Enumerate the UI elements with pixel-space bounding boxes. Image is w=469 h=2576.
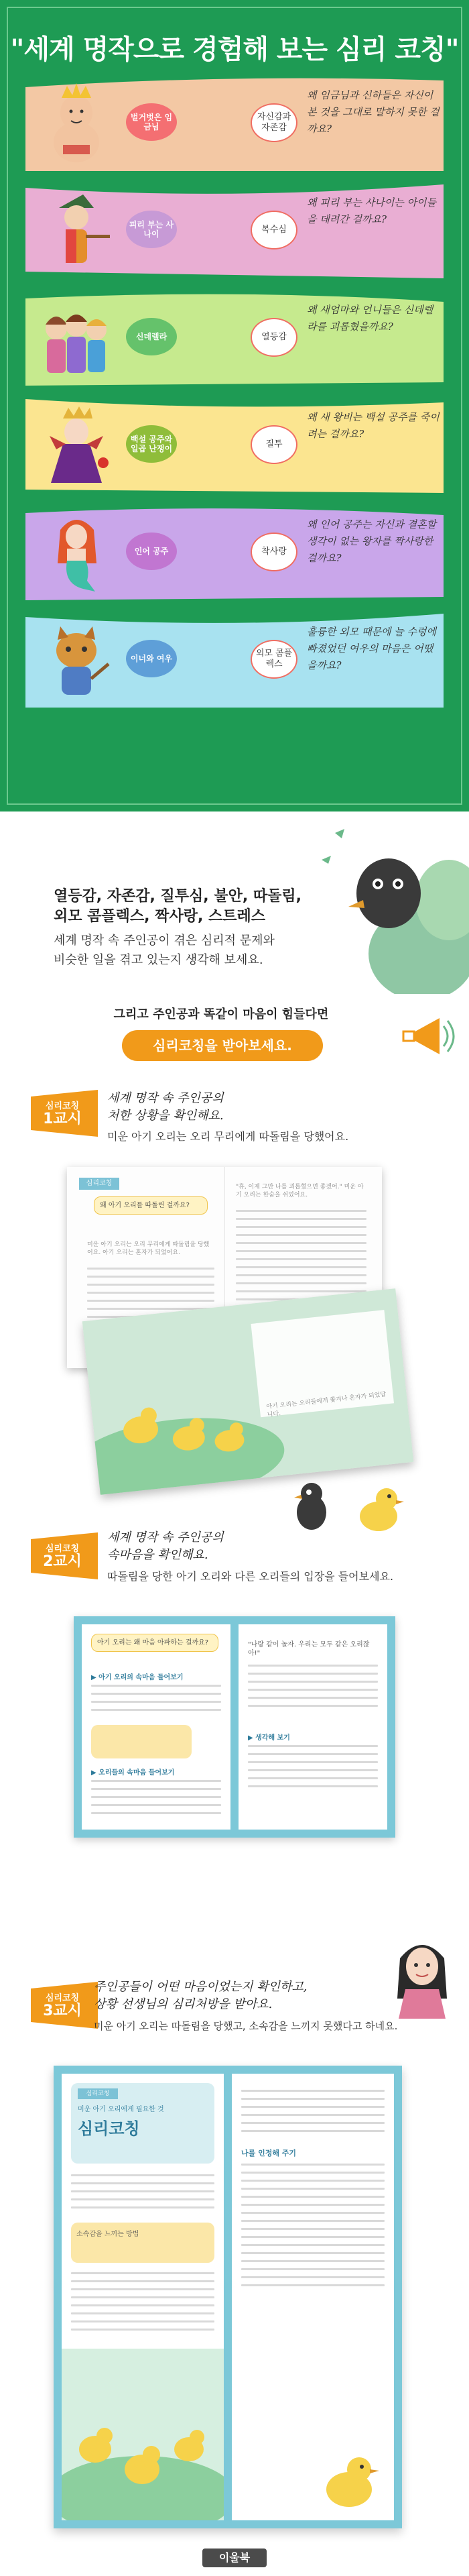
duckling-corner-illustration xyxy=(312,2449,386,2510)
page-banner-title: "세계 명작으로 경험해 보는 심리 코칭" xyxy=(10,34,459,65)
story-tag: 피리 부는 사나이 xyxy=(126,211,177,248)
pond-ducklings-illustration xyxy=(62,2349,224,2520)
story-tag: 이너와 여우 xyxy=(126,640,177,677)
spread-left-page xyxy=(82,1624,230,1830)
coaching-callout xyxy=(47,1003,395,1065)
intro-paragraph: 세계 명작 속 주인공이 겪은 심리적 문제와 비슷한 일을 겪고 있는지 생각해 보세요. xyxy=(54,934,275,967)
spread-lines xyxy=(248,1665,378,1713)
step-2-badge: 심리코칭 2교시 xyxy=(43,1544,82,1570)
story-tag: 인어 공주 xyxy=(126,533,177,570)
step-2-description: 따돌림을 당한 아기 오리와 다른 오리들의 입장을 들어보세요. xyxy=(107,1570,394,1583)
spread-subheading: ▶ 아기 오리의 속마음 들어보기 xyxy=(91,1674,184,1681)
spread-right-paragraph: "휴, 이제 그만 나를 괴롭혔으면 좋겠어." 미운 아기 오리는 한숨을 쉬었어요. xyxy=(236,1184,364,1198)
spread-question-bubble: 아기 오리는 왜 마음 아파하는 걸까요? xyxy=(91,1634,218,1652)
coaching-question: 왜 임금님과 신하들은 자신이 본 것을 그대로 말하지 못한 걸까요? xyxy=(307,89,440,135)
spread-lines xyxy=(71,2174,214,2215)
spread-lines xyxy=(91,1780,221,1820)
step-1-badge: 심리코칭 1교시 xyxy=(43,1101,82,1127)
coaching-question: 왜 새엄마와 언니들은 신데렐라를 괴롭혔을까요? xyxy=(307,304,433,333)
duckling-scene-illustration xyxy=(82,1288,414,1495)
coaching-question: 훌륭한 외모 때문에 늘 수렁에 빠졌었던 여우의 마음은 어땠을까요? xyxy=(307,626,436,671)
spread-note-box: 소속감을 느끼는 방법 xyxy=(71,2223,214,2263)
step-1-description: 미운 아기 오리는 오리 무리에게 따돌림을 당했어요. xyxy=(107,1130,349,1143)
spread-caption: 아기 오리는 오리들에게 쫓겨나 혼자가 되었답니다. xyxy=(266,1391,387,1419)
step-3-description: 미운 아기 오리는 따돌림을 당했고, 소속감을 느끼지 못했다고 하네요. xyxy=(94,2020,398,2032)
callout-pill: 심리코칭을 받아보세요. xyxy=(122,1030,323,1061)
story-tag: 신데렐라 xyxy=(126,318,177,355)
sample-spread-1-illustration xyxy=(82,1288,414,1495)
step-3-badge: 심리코칭 3교시 xyxy=(43,1993,82,2019)
spread-lines xyxy=(71,2272,214,2337)
spread-note-box xyxy=(91,1725,192,1758)
callout-text: 그리고 주인공과 똑같이 마음이 힘들다면 xyxy=(113,1007,329,1021)
spread-title-panel xyxy=(71,2083,214,2164)
step-3-handwritten: 주인공들이 어떤 마음이었는지 확인하고, 상황 선생님의 심리처방을 받아요. xyxy=(94,1980,308,2011)
spread-right-page xyxy=(239,1624,387,1830)
coaching-question: 왜 새 왕비는 백설 공주를 죽이려는 걸까요? xyxy=(307,411,440,440)
spread-left-page xyxy=(62,2074,224,2520)
theme-label: 착사랑 xyxy=(251,533,297,571)
spread-right-quote: "나랑 같이 놀자. 우리는 모두 같은 오리잖아!" xyxy=(248,1641,370,1657)
theme-label: 자신감과 자존감 xyxy=(251,103,297,142)
crow-duckling-mascots xyxy=(285,1465,412,1546)
fox-illustration xyxy=(36,617,117,701)
step-1-handwritten: 세계 명작 속 주인공의 처한 상황을 확인해요. xyxy=(107,1091,224,1123)
story-row-6 xyxy=(25,610,444,708)
spread-lines xyxy=(91,1685,221,1717)
theme-label: 외모 콤플렉스 xyxy=(251,640,297,679)
spread-subtitle: 미운 아기 오리에게 필요한 것 xyxy=(78,2106,164,2113)
story-row-4 xyxy=(25,396,444,493)
spread-subheading: 나를 인정해 주기 xyxy=(241,2149,297,2158)
spread-title: 심리코칭 xyxy=(78,2119,140,2138)
theme-label: 열등감 xyxy=(251,318,297,357)
naked-king-illustration xyxy=(36,80,117,164)
sample-spread-2 xyxy=(74,1616,395,1838)
story-row-2 xyxy=(25,181,444,278)
spread-lines xyxy=(241,2164,385,2292)
topic-list-title: 열등감, 자존감, 질투심, 불안, 따돌림, 외모 콤플렉스, 짝사랑, 스트레스 xyxy=(54,888,302,925)
story-row-5 xyxy=(25,503,444,600)
spread-badge: 심리코칭 xyxy=(79,1178,119,1190)
publisher-logo: 이울북 xyxy=(202,2549,267,2567)
little-mermaid-illustration xyxy=(36,510,117,594)
spread-lines xyxy=(248,1745,378,1793)
theme-label: 복수심 xyxy=(251,211,297,249)
sample-spread-3 xyxy=(54,2066,402,2528)
spread-subheading: ▶ 오리들의 속마음 들어보기 xyxy=(91,1769,175,1777)
spread-question-bubble: 왜 아기 오리를 따돌린 걸까요? xyxy=(94,1196,208,1215)
step-2-handwritten: 세계 명작 속 주인공의 속마음을 확인해요. xyxy=(107,1530,224,1562)
megaphone-icon xyxy=(399,1006,466,1066)
spread-lines xyxy=(241,2090,385,2138)
story-row-3 xyxy=(25,288,444,386)
evil-queen-illustration xyxy=(36,402,117,486)
counselor-avatar xyxy=(385,1931,459,2019)
story-tag: 벌거벗은 임금님 xyxy=(126,103,177,141)
spread-left-paragraph: 미운 아기 오리는 오리 무리에게 따돌림을 당했어요. 아기 오리는 혼자가 되었어요. xyxy=(87,1241,210,1256)
coaching-question: 왜 피리 부는 사나이는 아이들을 데려간 걸까요? xyxy=(307,197,436,225)
pied-piper-illustration xyxy=(36,188,117,272)
crow-bush-illustration xyxy=(315,820,469,994)
spread-badge: 심리코칭 xyxy=(78,2088,118,2099)
coaching-question: 왜 인어 공주는 자신과 결혼할 생각이 없는 왕자를 짝사랑한 걸까요? xyxy=(307,518,436,564)
spread-subheading: ▶ 생각해 보기 xyxy=(248,1734,290,1742)
story-row-1 xyxy=(25,74,444,171)
spread-right-page xyxy=(232,2074,394,2520)
story-tag: 백설 공주와 일곱 난쟁이 xyxy=(126,425,177,463)
theme-label: 질투 xyxy=(251,425,297,464)
cinderella-family-illustration xyxy=(36,295,117,379)
